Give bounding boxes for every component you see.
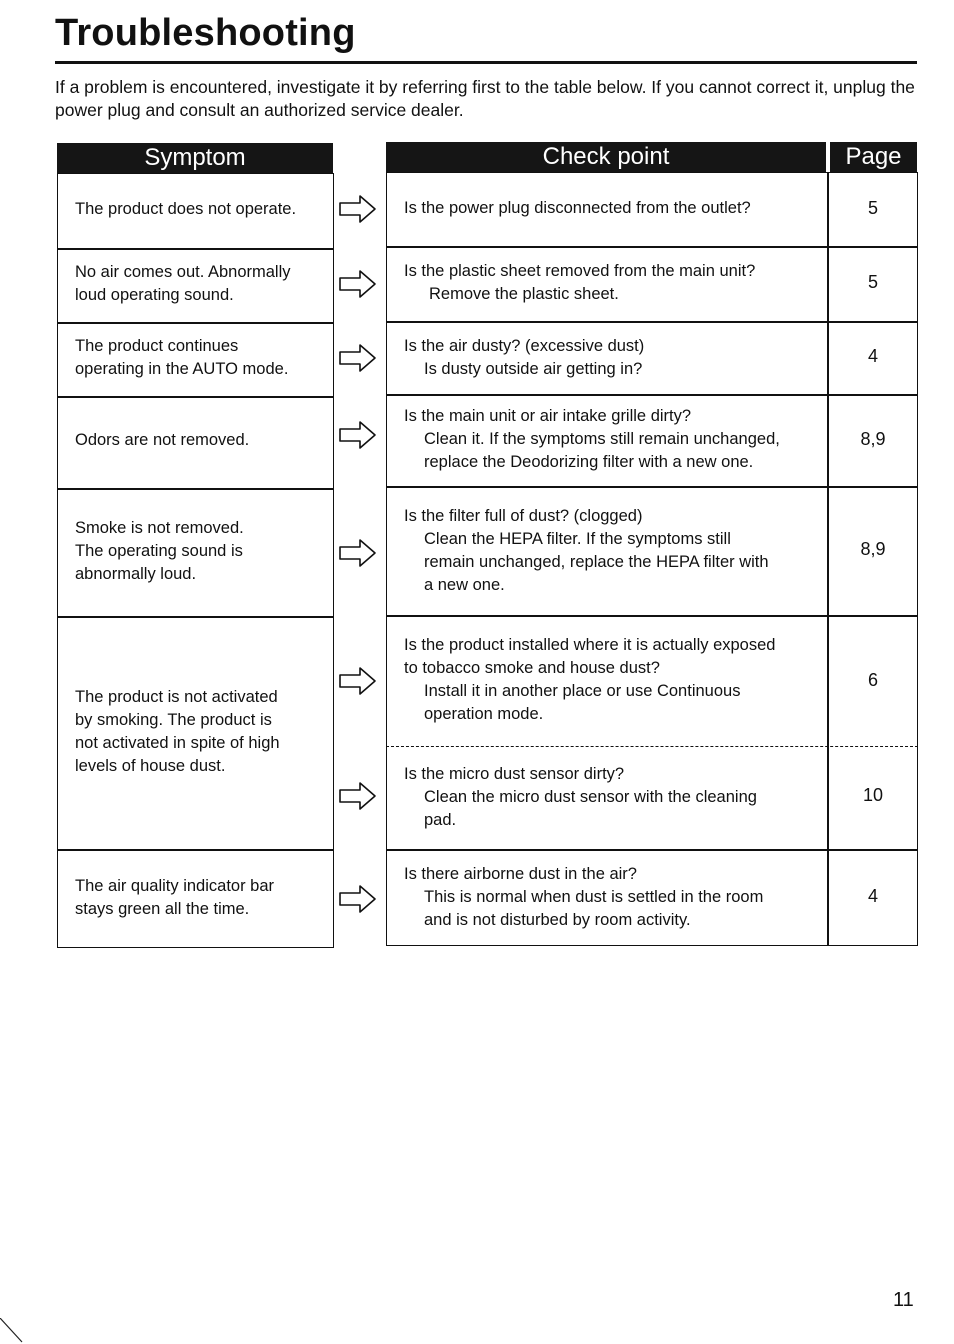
- symptom-cell: The product continues operating in the AUTO mode.: [75, 337, 289, 378]
- page-ref: 4: [867, 346, 878, 366]
- check-divider: [386, 321, 918, 323]
- check-cell: Is the product installed where it is actually exposed to tobacco smoke and house dust? Install it in another place or use Continuous operation mode.: [404, 636, 776, 723]
- page-ref: 8,9: [860, 539, 886, 559]
- arrow-right-icon: [338, 342, 378, 374]
- symptom-divider: [57, 849, 334, 851]
- page-ref: 5: [867, 198, 878, 218]
- symptom-cell: Smoke is not removed. The operating sound is abnormally loud.: [75, 519, 244, 583]
- check-cell: Is the main unit or air intake grille dirty? Clean it. If the symptoms still remain unchanged, replace the Deodorizing filter with a new one.: [404, 407, 780, 471]
- page-ref: 10: [862, 785, 884, 805]
- check-divider: [386, 615, 918, 617]
- page-number: 11: [893, 1289, 914, 1311]
- check-divider: [386, 849, 918, 851]
- symptom-cell: Odors are not removed.: [75, 431, 250, 449]
- symptom-divider: [57, 616, 334, 618]
- check-cell: Is the micro dust sensor dirty? Clean the micro dust sensor with the cleaning pad.: [404, 765, 757, 829]
- arrow-right-icon: [338, 883, 378, 915]
- arrow-right-icon: [338, 268, 378, 300]
- symptom-divider: [57, 248, 334, 250]
- page-ref: 5: [867, 272, 878, 292]
- check-cell: Is the filter full of dust? (clogged) Clean the HEPA filter. If the symptoms still remain unchanged, replace the HEPA filter with a new one.: [404, 507, 769, 594]
- arrow-right-icon: [338, 665, 378, 697]
- page-ref: 4: [867, 886, 878, 906]
- page-column-divider: [827, 172, 829, 946]
- page-header: Page: [830, 142, 917, 172]
- check-divider: [386, 486, 918, 488]
- check-dashed-divider: [386, 746, 918, 747]
- symptom-cell: No air comes out. Abnormally loud operating sound.: [75, 263, 291, 304]
- page-title: Troubleshooting: [55, 12, 356, 54]
- check-cell: Is the air dusty? (excessive dust) Is dusty outside air getting in?: [404, 337, 645, 378]
- page-ref: 6: [867, 670, 878, 690]
- check-divider: [386, 394, 918, 396]
- symptom-divider: [57, 396, 334, 398]
- check-point-header: Check point: [386, 142, 826, 172]
- symptom-divider: [57, 488, 334, 490]
- title-rule: [55, 61, 917, 64]
- symptom-cell: The product does not operate.: [75, 200, 297, 218]
- symptom-divider: [57, 322, 334, 324]
- arrow-right-icon: [338, 419, 378, 451]
- check-cell: Is there airborne dust in the air? This is normal when dust is settled in the room and is not disturbed by room activity.: [404, 865, 764, 929]
- symptom-cell: The product is not activated by smoking. The product is not activated in spite of high levels of house dust.: [75, 688, 280, 775]
- arrow-right-icon: [338, 780, 378, 812]
- arrow-right-icon: [338, 193, 378, 225]
- check-cell: Is the plastic sheet removed from the main unit? Remove the plastic sheet.: [404, 262, 756, 303]
- check-divider: [386, 246, 918, 248]
- symptom-header: Symptom: [57, 143, 333, 173]
- intro-paragraph: If a problem is encountered, investigate it by referring first to the table below. If you cannot correct it, unplug the power plug and consult an authorized service dealer.: [55, 77, 915, 120]
- symptom-cell: The air quality indicator bar stays green all the time.: [75, 877, 275, 918]
- arrow-right-icon: [338, 537, 378, 569]
- check-cell: Is the power plug disconnected from the outlet?: [404, 199, 751, 217]
- page-ref: 8,9: [860, 429, 886, 449]
- corner-line-icon: [0, 1318, 24, 1344]
